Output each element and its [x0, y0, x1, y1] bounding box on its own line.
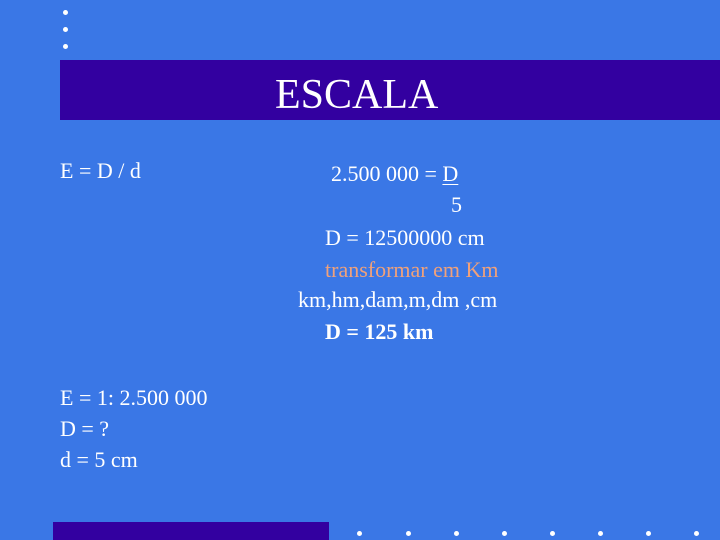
bottom-band	[53, 522, 329, 540]
bottom-dot-1	[357, 531, 362, 536]
solution-line-2: 5	[451, 192, 462, 217]
bottom-dot-7	[646, 531, 651, 536]
scale-formula: E = D / d	[60, 158, 141, 183]
given-scale: E = 1: 2.500 000	[60, 385, 208, 410]
bottom-dot-3	[454, 531, 459, 536]
slide-title: ESCALA	[275, 72, 439, 118]
bottom-dot-2	[406, 531, 411, 536]
top-dot-1	[63, 10, 68, 15]
bottom-dot-8	[694, 531, 699, 536]
top-dot-3	[63, 44, 68, 49]
given-real-distance: D = ?	[60, 416, 110, 441]
solution-line-1	[331, 159, 458, 189]
solution-line-6: D = 125 km	[325, 319, 434, 344]
bottom-dot-6	[598, 531, 603, 536]
solution-line-1-prefix: 2.500 000 =	[331, 161, 443, 186]
bottom-dot-4	[502, 531, 507, 536]
given-map-distance: d = 5 cm	[60, 447, 138, 472]
solution-line-1-variable: D	[442, 161, 459, 186]
bottom-dot-5	[550, 531, 555, 536]
solution-line-5: km,hm,dam,m,dm ,cm	[298, 287, 498, 312]
solution-line-4: transformar em Km	[325, 257, 499, 282]
top-dot-2	[63, 27, 68, 32]
solution-line-3: D = 12500000 cm	[325, 225, 485, 250]
